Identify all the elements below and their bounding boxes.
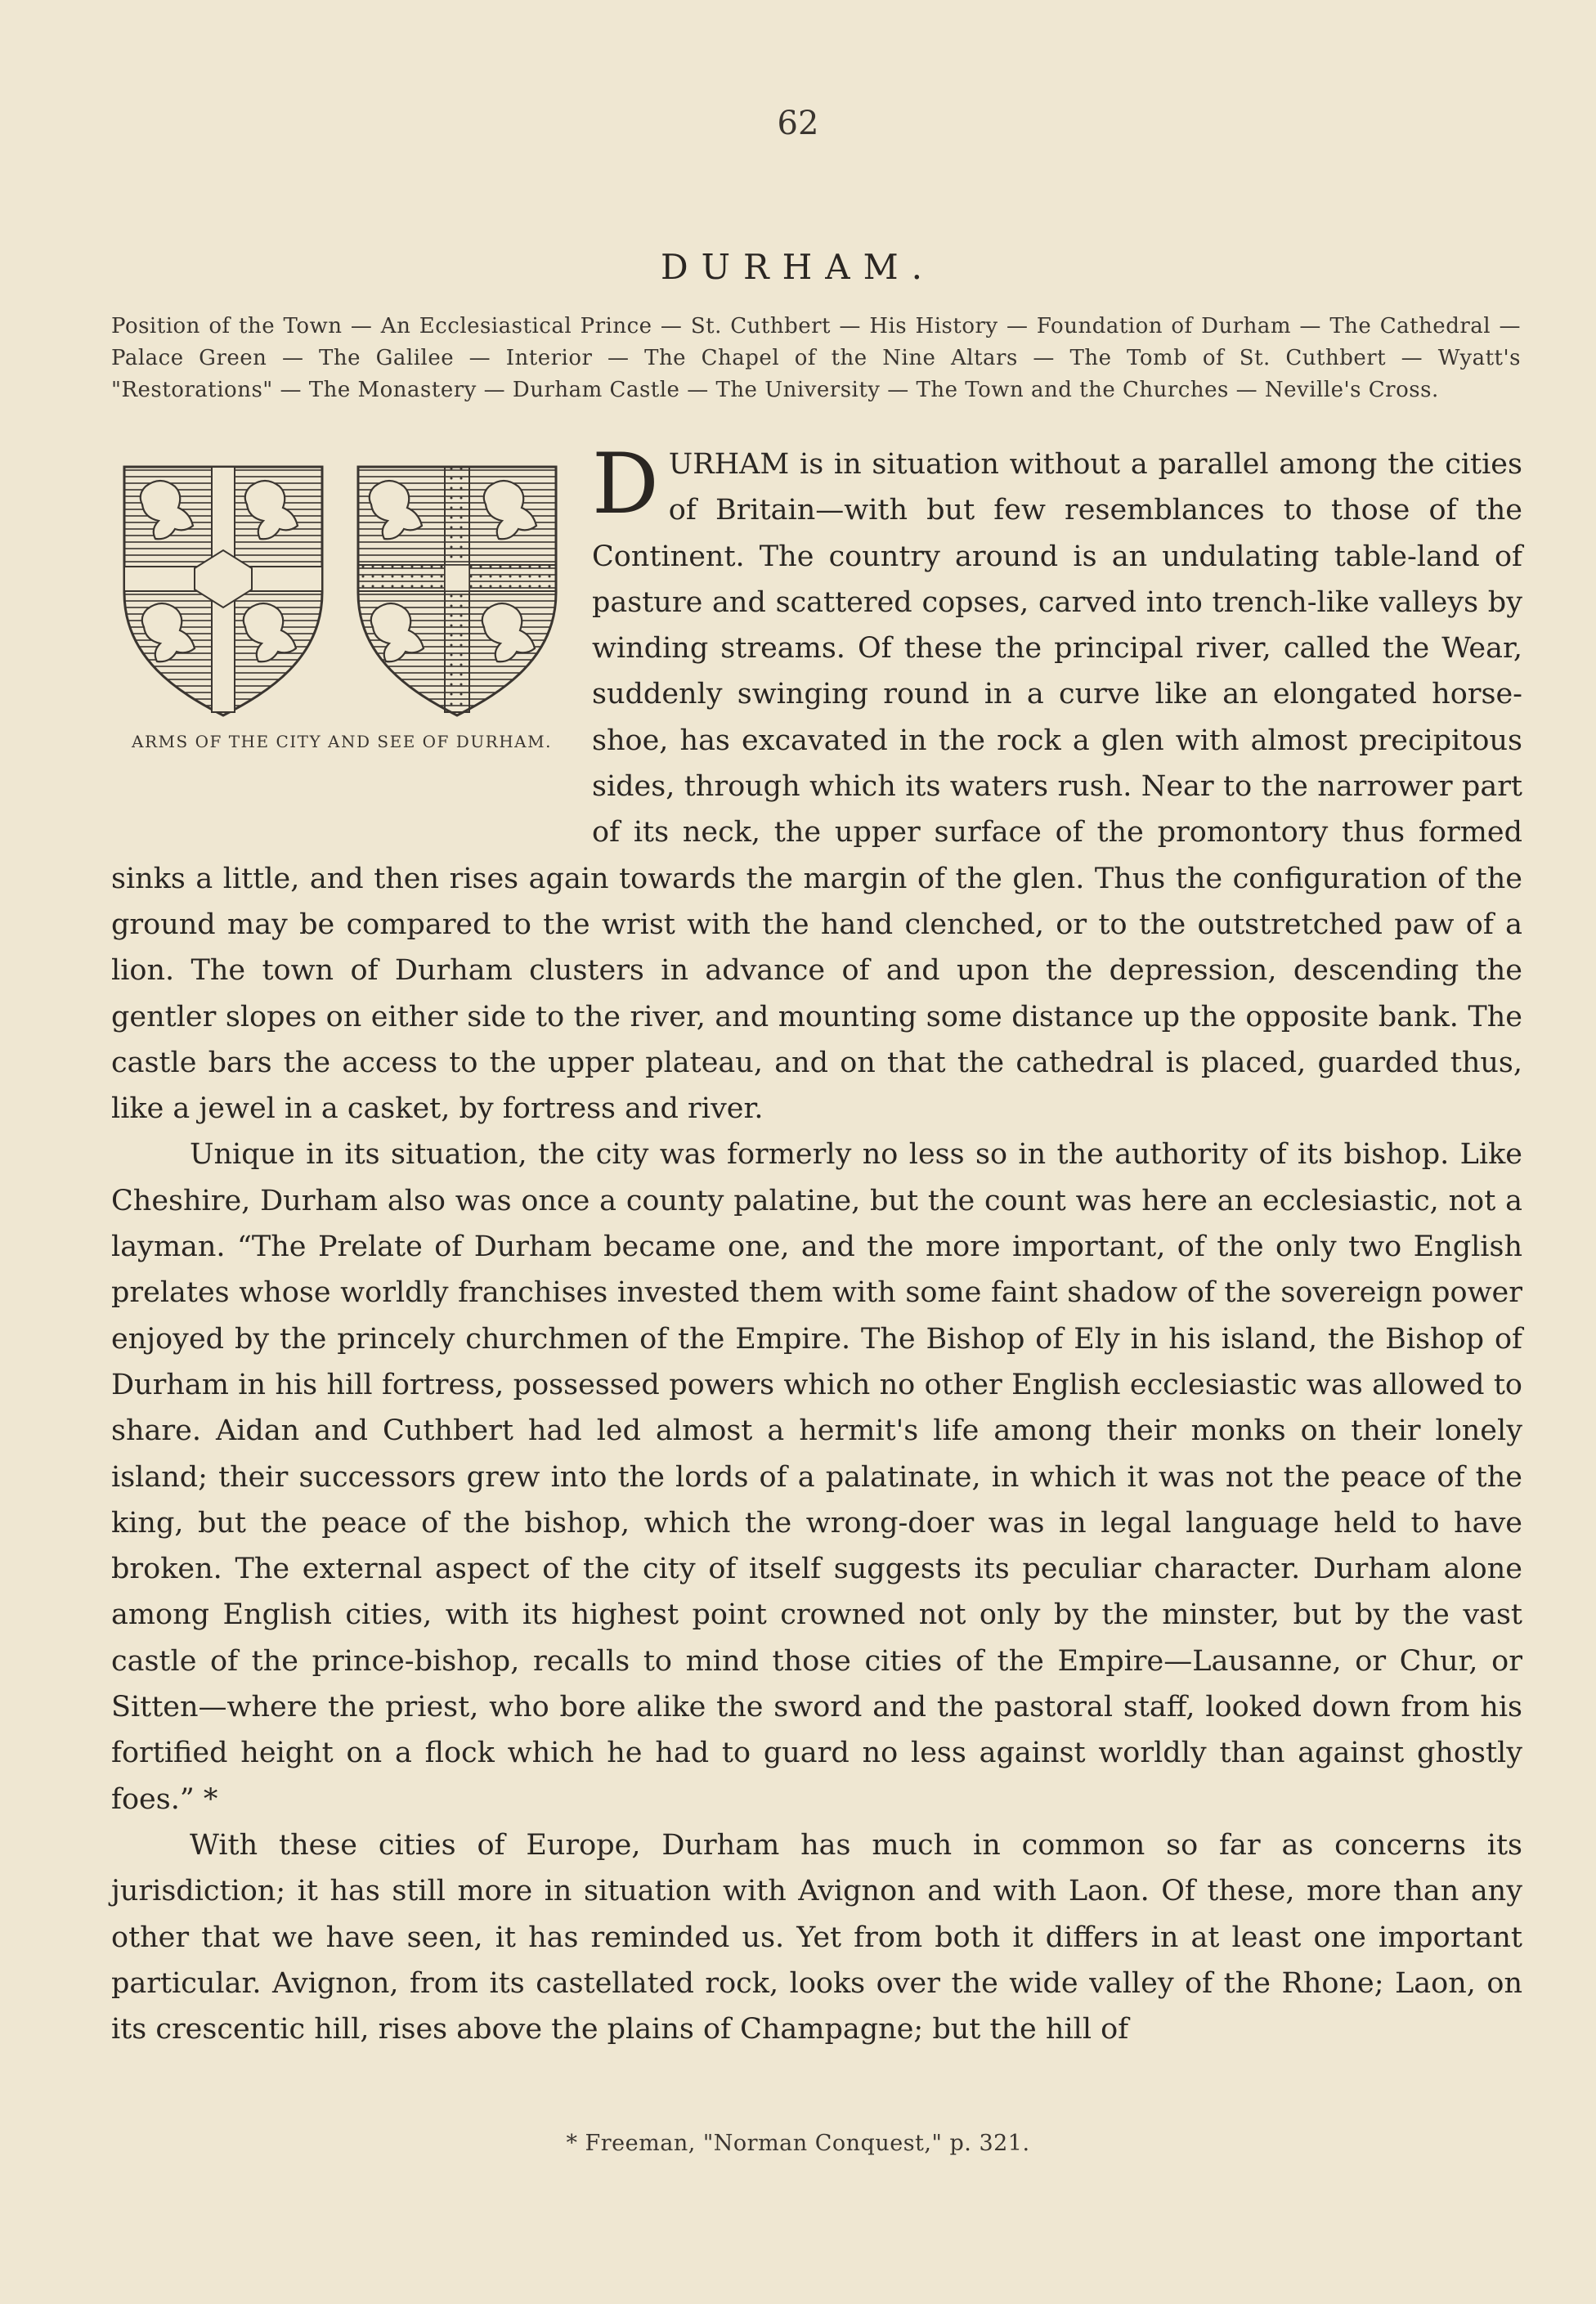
paragraph-1-text: URHAM is in situation without a parallel among the cities of Britain—with but few resemblances to those of the Continent. The country around is an undulating table-land of pasture and scattered copses, carved into trench-like valleys by winding streams. Of these the principal river, called the Wear, suddenly swinging round in a curve like an elongated horse-shoe, has excavated in the rock a glen with almost precipitous sides, through which its waters rush. Near to the narrower part of its neck, the upper surface of the promontory thus formed sinks a little, and then rises again towards the margin of the glen. Thus the configuration of the ground may be compared to the wrist with the hand clenched, or to the outstretched paw of a lion. The town of Durham clusters in advance of and upon the depression, descending the gentler slopes on either side to the river, and mounting some distance up the opposite bank. The castle bars the access to the upper plateau, and on that the cathedral is placed, guarded thus, like a jewel in a casket, by fortress and river. <box>111 448 1522 1126</box>
page-number: 62 <box>777 105 819 142</box>
body-text <box>111 436 1522 2052</box>
arms-caption: ARMS OF THE CITY AND SEE OF DURHAM. <box>132 732 552 751</box>
illustration-space <box>111 442 592 821</box>
chapter-title: DURHAM. <box>660 247 935 287</box>
footnote: * Freeman, "Norman Conquest," p. 321. <box>566 2131 1030 2156</box>
drop-cap: D <box>592 436 659 533</box>
paragraph-3: With these cities of Europe, Durham has much in common so far as concerns its jurisdiction; it has still more in situation with Avignon and with Laon. Of these, more than any other that we have seen, it has reminded us. Yet from both it differs in at least one important particular. Avignon, from its castellated rock, looks over the wide valley of the Rhone; Laon, on its crescentic hill, rises above the plains of Champagne; but the hill of <box>111 1828 1522 2046</box>
chapter-summary: Position of the Town — An Ecclesiastical Prince — St. Cuthbert — His History — Foundation of Durham — The Cathedral — Palace Green — The Galilee — Interior — The Chapel of the Nine Altars — The Tomb of St. Cuthbert — Wyatt's "Restorations" — The Monastery — Durham Castle — The University — The Town and the Churches — Neville's Cross. <box>111 314 1521 402</box>
paragraph-2: Unique in its situation, the city was formerly no less so in the authority of its bishop. Like Cheshire, Durham also was once a county palatine, but the count was here an ecclesiastic, not a layman. “The Prelate of Durham became one, and the more important, of the only two English prelates whose worldly franchises invested them with some faint shadow of the sovereign power enjoyed by the princely churchmen of the Empire. The Bishop of Ely in his island, the Bishop of Durham in his hill fortress, possessed powers which no other English ecclesiastic was allowed to share. Aidan and Cuthbert had led almost a hermit's life among their monks on their lonely island; their successors grew into the lords of a palatinate, in which it was not the peace of the king, but the peace of the bishop, which the wrong-doer was in legal language held to have broken. The external aspect of the city of itself suggests its peculiar character. Durham alone among English cities, with its highest point crowned not only by the minster, but by the vast castle of the prince-bishop, recalls to mind those cities of the Empire—Lausanne, or Chur, or Sitten—where the priest, who bore alike the sword and the pastoral staff, looked down from his fortified height on a flock which he had to guard no less against worldly than against ghostly foes.” * <box>111 1138 1522 1816</box>
